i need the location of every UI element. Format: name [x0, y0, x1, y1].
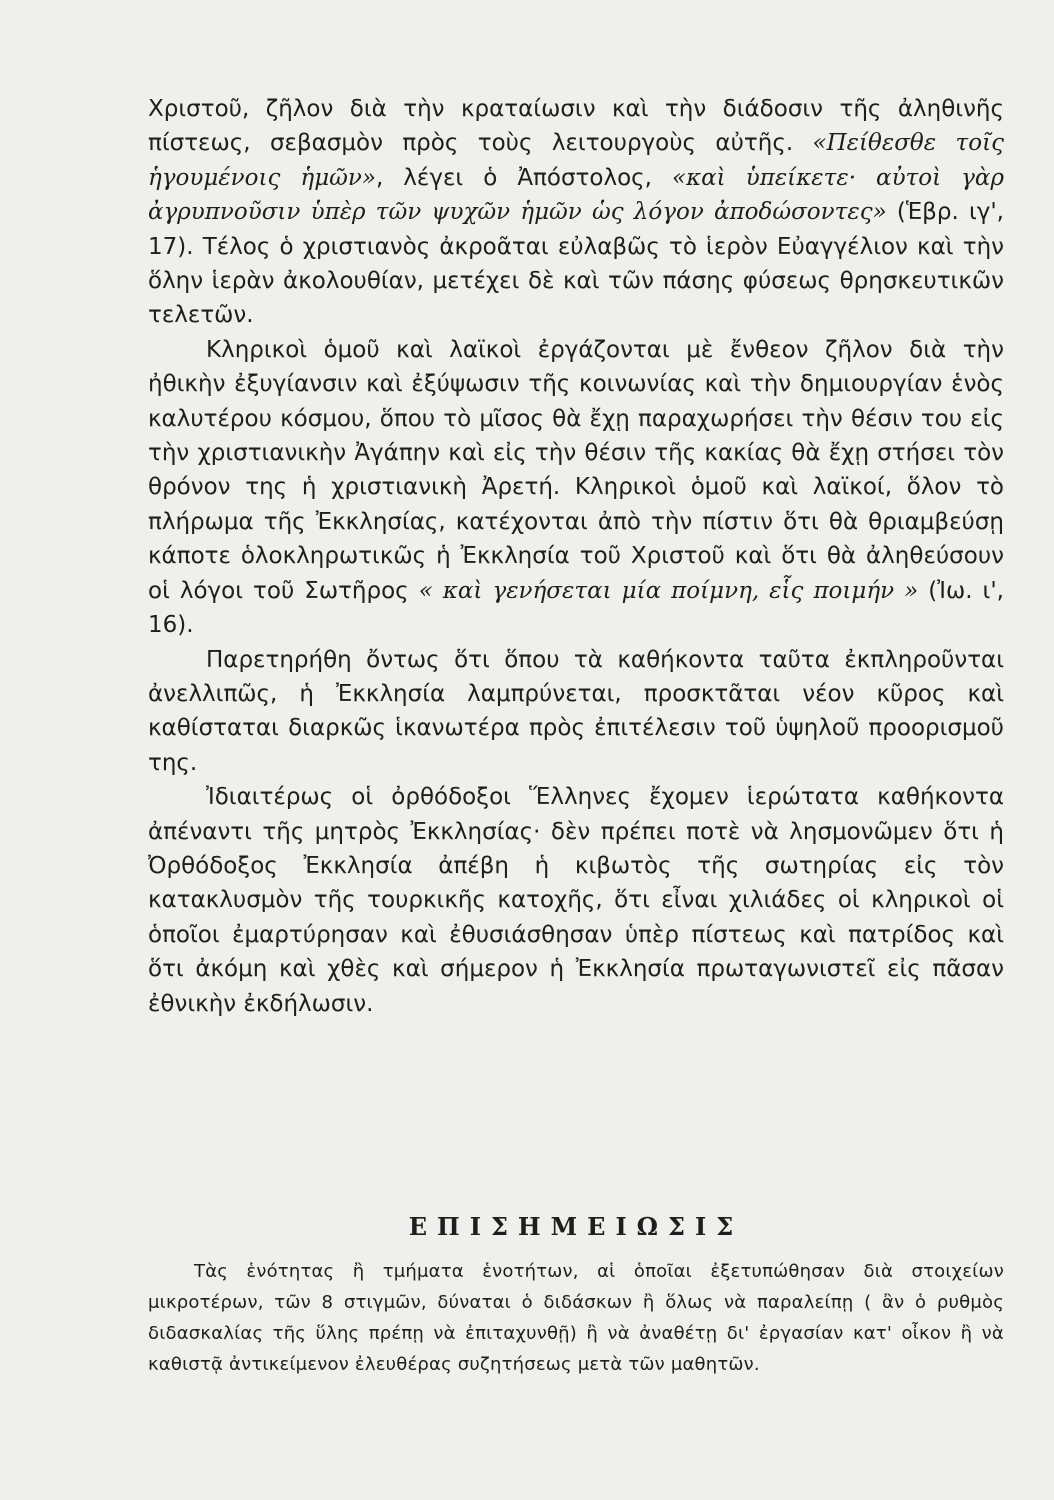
paragraph-2 [148, 333, 1004, 643]
quote-segment: «Πείθεσθε τοῖς ἡγουμένοις ἡμῶν» [148, 130, 1004, 191]
paragraph-4 [148, 780, 1004, 1021]
text-segment: (Ἑβρ. ιγ', 17). Τέλος ὁ χριστιανὸς ἀκροᾶται εὐλαβῶς τὸ ἱερὸν Εὐαγγέλιον καὶ τὴν ὅλην ἱερὰν ἀκολουθίαν, μετέχει δὲ καὶ τῶν πάσης φύσεως θρησκευτικῶν τελετῶν. [148, 199, 1004, 329]
text-segment: (Ἰω. ι', 16). [148, 577, 1004, 639]
note-heading: ΕΠΙΣΗΜΕΙΩΣΙΣ [408, 1212, 744, 1241]
paragraph-3 [148, 643, 1004, 781]
text-segment: , λέγει ὁ Ἀπόστολος, [375, 164, 672, 191]
text-segment: Ἰδιαιτέρως οἱ ὀρθόδοξοι Ἕλληνες ἔχομεν ἱερώτατα καθήκοντα ἀπέναντι τῆς μητρὸς Ἐκκλησίας· δὲν πρέπει ποτὲ νὰ λησμονῶμεν ὅτι ἡ Ὀρθόδοξος Ἐκκλησία ἀπέβη ἡ κιβωτὸς τῆς σωτηρίας εἰς τὸν κατακλυσμὸν τῆς τουρκικῆς κατοχῆς, ὅτι εἶναι χιλιάδες οἱ κληρικοὶ οἱ ὁποῖοι ἐμαρτύρησαν καὶ ἐθυσιάσθησαν ὑπὲρ πίστεως καὶ πατρίδος καὶ ὅτι ἀκόμη καὶ χθὲς καὶ σήμερον ἡ Ἐκκλησία πρωταγωνιστεῖ εἰς πᾶσαν ἐθνικὴν ἐκδήλωσιν. [148, 784, 1004, 1017]
quote-segment: « καὶ γενήσεται μία ποίμνη, εἷς ποιμήν » [418, 577, 919, 604]
quote-segment: «καὶ ὑπείκετε· αὐτοὶ γὰρ ἀγρυπνοῦσιν ὑπὲρ τῶν ψυχῶν ἡμῶν ὡς λόγον ἀποδώσοντες» [148, 164, 1004, 226]
note-text: Τὰς ἑνότητας ἢ τμήματα ἑνοτήτων, αἱ ὁποῖαι ἐξετυπώθησαν διὰ στοιχείων μικροτέρων, τῶν 8 στιγμῶν, δύναται ὁ διδάσκων ἢ ὅλως νὰ παραλείπῃ ( ἂν ὁ ρυθμὸς διδασκαλίας τῆς ὕλης πρέπῃ νὰ ἐπιταχυνθῇ) ἢ νὰ ἀναθέτῃ δι' ἐργασίαν κατ' οἶκον ἢ νὰ καθιστᾷ ἀντικείμενον ἐλευθέρας συζητήσεως μετὰ τῶν μαθητῶν. [148, 1261, 1004, 1375]
text-segment: Κληρικοὶ ὁμοῦ καὶ λαϊκοὶ ἐργάζονται μὲ ἔνθεον ζῆλον διὰ τὴν ἠθικὴν ἐξυγίανσιν καὶ ἐξύψωσιν τῆς κοινωνίας καὶ τὴν δημιουργίαν ἑνὸς καλυτέρου κόσμου, ὅπου τὸ μῖσος θὰ ἔχῃ παραχωρήσει τὴν θέσιν του εἰς τὴν χριστιανικὴν Ἀγάπην καὶ εἰς τὴν θέσιν τῆς κακίας θὰ ἔχῃ στήσει τὸν θρόνον της ἡ χριστιανικὴ Ἀρετή. Κληρικοὶ ὁμοῦ καὶ λαϊκοί, ὅλον τὸ πλήρωμα τῆς Ἐκκλησίας, κατέχονται ἀπὸ τὴν πίστιν ὅτι θὰ θριαμβεύσῃ κάποτε ὁλοκληρωτικῶς ἡ Ἐκκλησία τοῦ Χριστοῦ καὶ ὅτι θὰ ἀληθεύσουν οἱ λόγοι τοῦ Σωτῆρος [148, 336, 1004, 604]
text-segment: Χριστοῦ, ζῆλον διὰ τὴν κραταίωσιν καὶ τὴν διάδοσιν τῆς ἀληθινῆς πίστεως, σεβασμὸν πρὸς τοὺς λειτουργοὺς αὐτῆς. [148, 96, 1004, 157]
paragraph-1 [148, 92, 1004, 333]
text-segment: Παρετηρήθη ὄντως ὅτι ὅπου τὰ καθήκοντα ταῦτα ἐκπληροῦνται ἀνελλιπῶς, ἡ Ἐκκλησία λαμπρύνεται, προσκτᾶται νέον κῦρος καὶ καθίσταται διαρκῶς ἱκανωτέρα πρὸς ἐπιτέλεσιν τοῦ ὑψηλοῦ προορισμοῦ της. [148, 646, 1004, 776]
body-text [148, 92, 1004, 1021]
